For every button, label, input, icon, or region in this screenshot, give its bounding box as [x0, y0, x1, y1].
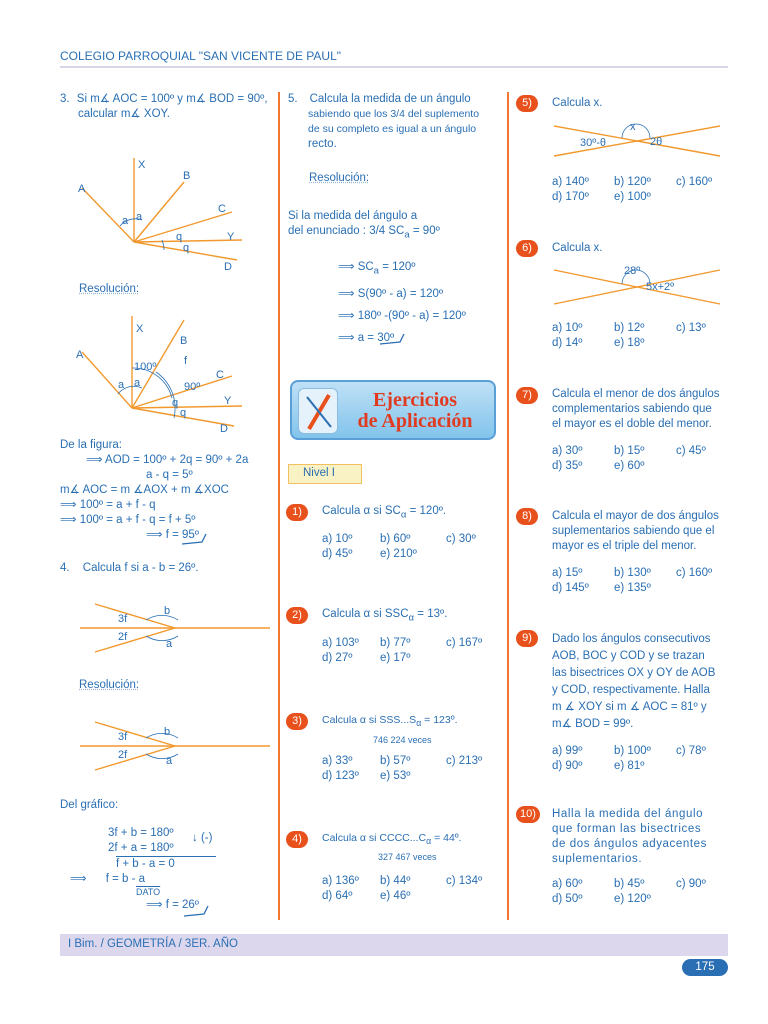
- svg-text:q: q: [183, 242, 190, 254]
- solution-4: 3f + b = 180º 2f + a = 180º f + b - a = 0 ⟹ f = b - a DATO ⟹ f = 26º: [60, 826, 275, 913]
- check-mark-2: [182, 902, 212, 922]
- question-9: Dado los ángulos consecutivos AOB, BOC y COD y se trazan las bisectrices OX y OY de AOB y COD, respectivamente. Halla m ∡ XOY si m ∡ AOC = 81º y m∡ BOD = 99º.: [552, 633, 716, 730]
- svg-text:C: C: [218, 203, 226, 215]
- svg-text:2θ: 2θ: [650, 136, 663, 148]
- check-mark-1: [180, 530, 210, 550]
- svg-text:a: a: [136, 211, 143, 223]
- svg-text:3f: 3f: [118, 731, 128, 743]
- svg-text:Y: Y: [224, 395, 232, 407]
- svg-text:A: A: [76, 349, 84, 361]
- problem-3: 3. Si m∡ AOC = 100º y m∡ BOD = 90º, calcular m∡ XOY.: [60, 93, 268, 120]
- svg-text:a: a: [134, 377, 141, 389]
- answers-1: a) 10º b) 60º c) 30º d) 45º e) 210º: [322, 533, 476, 560]
- svg-text:C: C: [216, 369, 224, 381]
- svg-text:a: a: [166, 638, 173, 650]
- svg-text:28º: 28º: [624, 265, 641, 277]
- page-header: [60, 46, 728, 68]
- question-3: Calcula α si $SSS...S_\alpha$ = 123º.: [322, 714, 458, 729]
- svg-text:q: q: [176, 231, 183, 243]
- svg-text:3f: 3f: [118, 613, 128, 625]
- svg-text:f: f: [184, 355, 188, 367]
- svg-text:B: B: [180, 335, 188, 347]
- svg-text:2f: 2f: [118, 749, 128, 761]
- answers-6: a) 10º b) 12º c) 13º d) 14º e) 18º: [552, 322, 706, 349]
- svg-text:2f: 2f: [118, 631, 128, 643]
- ejercicios-banner: Ejercicios de Aplicación: [290, 380, 496, 440]
- answers-4: a) 136º b) 44º c) 134º d) 64º e) 46º: [322, 875, 483, 902]
- figure-angles-4: [70, 718, 275, 773]
- question-10: Halla la medida del ángulo que forman las bisectrices de dos ángulos adyacentes suplementarios.: [552, 808, 708, 865]
- answers-7: a) 30º b) 15º c) 45º d) 35º e) 60º: [552, 445, 706, 472]
- question-4: Calcula α si $CCCC...C_\alpha$ = 44º.: [322, 832, 462, 847]
- svg-text:Y: Y: [227, 231, 235, 243]
- question-7: Calcula el menor de dos ángulos complementarios sabiendo que el mayor es el doble del menor.: [552, 388, 720, 430]
- question-number-7: 7): [516, 387, 538, 404]
- svg-text:X: X: [138, 159, 146, 171]
- svg-text:100º: 100º: [134, 361, 157, 373]
- school-name: COLEGIO PARROQUIAL "SAN VICENTE DE PAUL": [60, 49, 342, 63]
- problem-5: 5. Calcula la medida de un ángulo sabiendo que los 3/4 del suplemento de su completo es igual a un ángulo recto.: [288, 93, 480, 150]
- problem-4: 4. Calcula f si a - b = 26º.: [60, 562, 199, 574]
- figure-angles-1: [72, 150, 272, 275]
- question-number-3: 3): [286, 713, 308, 730]
- figure-crossing-lines-2: [550, 262, 730, 312]
- question-number-2: 2): [286, 607, 308, 624]
- check-mark-3: [378, 330, 408, 350]
- figure-crossing-lines-1: [550, 116, 730, 166]
- question-5: Calcula x.: [552, 97, 603, 109]
- svg-text:D: D: [220, 423, 228, 435]
- footer-course: I Bim. / GEOMETRÍA / 3ER. AÑO: [68, 938, 238, 950]
- note-3: 746 224 veces: [373, 735, 432, 745]
- svg-text:q: q: [172, 397, 179, 409]
- answers-9: a) 99º b) 100º c) 78º d) 90º e) 81º: [552, 745, 706, 772]
- svg-text:a: a: [166, 755, 173, 767]
- column-divider-2: [507, 92, 509, 920]
- answers-8: a) 15º b) 130º c) 160º d) 145º e) 135º: [552, 567, 713, 594]
- answers-5: a) 140º b) 120º c) 160º d) 170º e) 100º: [552, 176, 713, 203]
- solution-5: Si la medida del ángulo a del enunciado : 3/4 $SC_a$ = 90º ⟹ $SC_a$ = 120º ⟹ S(90º - a) = 120º ⟹ 180º -(90º - a) = 120º ⟹ a = 30º: [288, 210, 466, 344]
- question-number-6: 6): [516, 240, 538, 257]
- footer-bar: [60, 934, 728, 956]
- svg-text:30º-θ: 30º-θ: [580, 137, 607, 149]
- svg-text:x: x: [630, 121, 636, 133]
- question-number-8: 8): [516, 508, 538, 525]
- question-number-5: 5): [516, 95, 538, 112]
- question-number-10: 10): [516, 806, 540, 823]
- question-number-9: 9): [516, 630, 538, 647]
- svg-text:90º: 90º: [184, 381, 201, 393]
- svg-text:A: A: [78, 183, 86, 195]
- figure-angles-2: [72, 308, 272, 438]
- question-number-4: 4): [286, 831, 308, 848]
- note-4: 327 467 veces: [378, 852, 437, 862]
- nivel-badge: Nivel I: [288, 464, 362, 484]
- resolucion-label-3: Resolución:: [309, 172, 370, 184]
- question-2: Calcula α si $SSC_\alpha$ = 13º.: [322, 608, 448, 624]
- svg-text:B: B: [183, 170, 191, 182]
- svg-text:b: b: [164, 605, 171, 617]
- answers-10: a) 60º b) 45º c) 90º d) 50º e) 120º: [552, 878, 706, 905]
- svg-text:a: a: [118, 379, 125, 391]
- question-number-1: 1): [286, 504, 308, 521]
- solution-3: De la figura: ⟹ AOD = 100º + 2q = 90º + 2a a - q = 5º m∡ AOC = m ∡AOX + m ∡XOC ⟹ 100º = a + f - q ⟹ 100º = a + f - q = f + 5º ⟹ f = 95º: [60, 439, 249, 541]
- pencil-icon: [298, 388, 338, 434]
- svg-text:X: X: [136, 323, 144, 335]
- question-8: Calcula el mayor de dos ángulos suplementarios sabiendo que el mayor es el triple del menor.: [552, 510, 719, 552]
- svg-text:a: a: [122, 215, 129, 227]
- answers-3: a) 33º b) 57º c) 213º d) 123º e) 53º: [322, 755, 483, 782]
- del-grafico-label: Del gráfico:: [60, 799, 119, 811]
- answers-2: a) 103º b) 77º c) 167º d) 27º e) 17º: [322, 637, 483, 664]
- resolucion-label-1: Resolución:: [79, 283, 140, 295]
- column-divider-1: [278, 92, 280, 920]
- figure-angles-3: [70, 600, 275, 655]
- page-number: 175: [682, 959, 728, 976]
- question-6: Calcula x.: [552, 242, 603, 254]
- svg-text:5x+2º: 5x+2º: [646, 281, 675, 293]
- question-1: Calcula α si $SC_\alpha$ = 120º.: [322, 505, 447, 521]
- arrow-minus: ↓ (-): [192, 832, 213, 844]
- svg-text:b: b: [164, 726, 171, 738]
- svg-text:D: D: [224, 261, 232, 273]
- resolucion-label-2: Resolución:: [79, 679, 140, 691]
- svg-text:q: q: [180, 407, 187, 419]
